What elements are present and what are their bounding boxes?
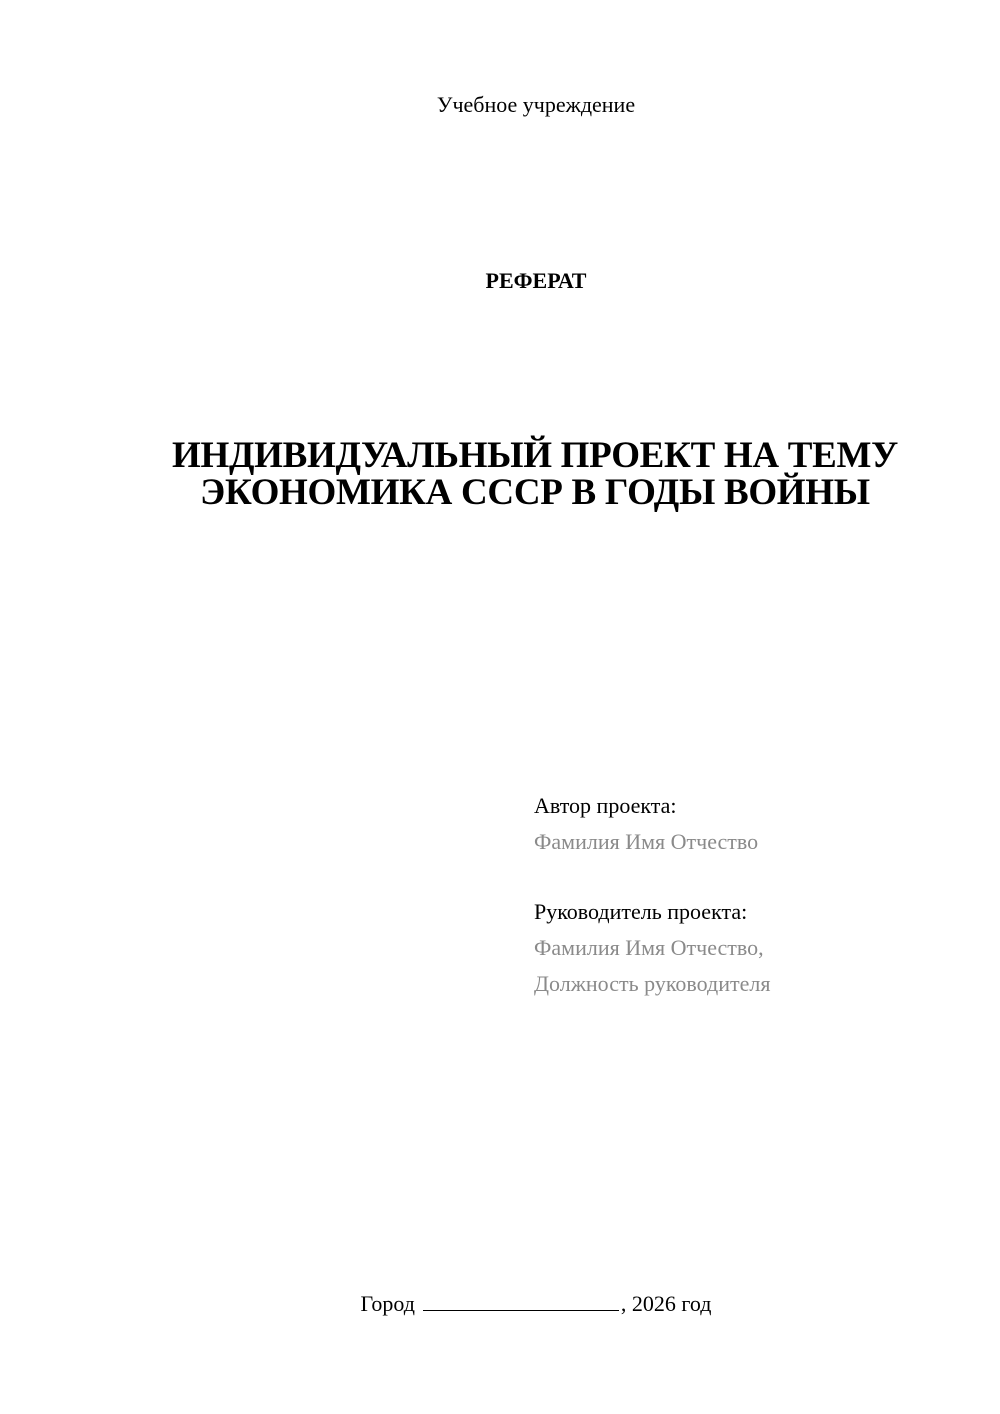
year-text: , 2026 год	[620, 1291, 712, 1316]
credits-block	[534, 788, 974, 1002]
supervisor-name: Фамилия Имя Отчество,	[534, 935, 764, 960]
project-title-line-1: ИНДИВИДУАЛЬНЫЙ ПРОЕКТ НА ТЕМУ	[171, 435, 898, 476]
supervisor-position: Должность руководителя	[534, 971, 771, 996]
city-label: Город	[360, 1291, 415, 1316]
author-label: Автор проекта:	[534, 793, 677, 818]
author-name: Фамилия Имя Отчество	[534, 829, 759, 854]
project-title-line-2: ЭКОНОМИКА СССР В ГОДЫ ВОЙНЫ	[200, 472, 870, 513]
institution-name: Учебное учреждение	[436, 92, 636, 117]
footer-city-year	[0, 1290, 1000, 1318]
document-type: РЕФЕРАТ	[485, 268, 587, 293]
city-blank-line	[423, 1290, 619, 1311]
supervisor-label: Руководитель проекта:	[534, 899, 748, 924]
credits-spacer	[534, 860, 974, 894]
project-title	[100, 437, 970, 511]
